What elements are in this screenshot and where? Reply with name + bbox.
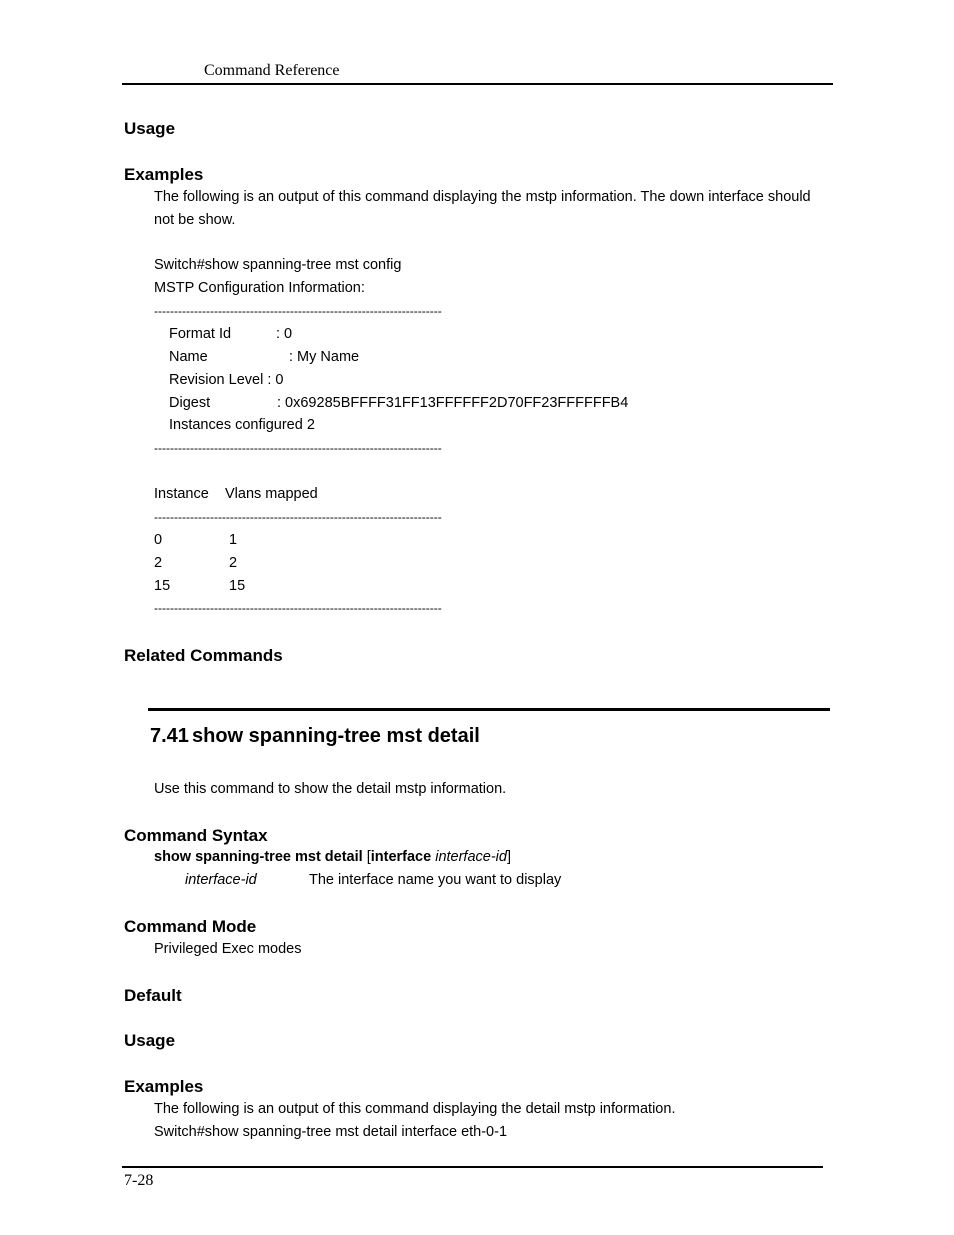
syntax-param: interface-id (435, 849, 507, 865)
table-row-vlans: 1 (229, 532, 238, 548)
command-syntax-line (154, 849, 511, 865)
section-rule (148, 708, 830, 711)
section-description: Use this command to show the detail mstp information. (154, 781, 507, 797)
page-number: 7-28 (124, 1172, 154, 1189)
param-description: The interface name you want to display (309, 872, 562, 888)
examples2-text-line1: The following is an output of this command displaying the detail mstp information. (154, 1101, 676, 1117)
section-title: show spanning-tree mst detail (192, 725, 480, 747)
examples-heading: Examples (124, 165, 204, 184)
table-row-instance: 2 (154, 555, 163, 571)
table-row-instance: 0 (154, 532, 163, 548)
header-title: Command Reference (204, 62, 340, 79)
name-value: : My Name (289, 349, 360, 365)
table-row-vlans: 15 (229, 578, 246, 594)
code-dashes-4: ------------------------------------------------------------------------ (154, 601, 442, 615)
param-name (185, 872, 257, 888)
syntax-close-bracket: ] (506, 849, 511, 865)
revision-level: Revision Level : 0 (169, 372, 284, 388)
code-command: Switch#show spanning-tree mst config (154, 257, 402, 273)
examples-text-line2: not be show. (154, 212, 236, 228)
default-heading: Default (124, 986, 182, 1005)
table-row-vlans: 2 (229, 555, 238, 571)
command-mode-value: Privileged Exec modes (154, 941, 302, 957)
param-name-text: interface-id (185, 872, 257, 888)
section-number: 7.41 (150, 725, 189, 747)
instances-configured: Instances configured 2 (169, 417, 315, 433)
format-id-value: : 0 (276, 326, 293, 342)
table-row-instance: 15 (154, 578, 171, 594)
command-syntax-heading: Command Syntax (124, 826, 268, 845)
format-id-label: Format Id (169, 326, 232, 342)
usage-heading-2: Usage (124, 1031, 176, 1050)
examples-heading-2: Examples (124, 1077, 204, 1096)
footer-rule (122, 1166, 823, 1168)
examples-text-line1: The following is an output of this command displaying the mstp information. The down interface should (154, 189, 811, 205)
col-instance: Instance (154, 486, 209, 502)
usage-heading: Usage (124, 119, 176, 138)
syntax-command: show spanning-tree mst detail (154, 849, 363, 865)
command-mode-heading: Command Mode (124, 917, 257, 936)
code-dashes-2: ------------------------------------------------------------------------ (154, 441, 442, 455)
digest-label: Digest (169, 395, 211, 411)
code-dashes-1: ------------------------------------------------------------------------ (154, 304, 442, 318)
code-title: MSTP Configuration Information: (154, 280, 365, 296)
examples2-text-line2: Switch#show spanning-tree mst detail interface eth-0-1 (154, 1124, 508, 1140)
name-label: Name (169, 349, 208, 365)
related-commands-heading: Related Commands (124, 646, 283, 665)
syntax-open-bracket: [ (362, 849, 371, 865)
digest-value: : 0x69285BFFFF31FF13FFFFFF2D70FF23FFFFFFB4 (277, 395, 629, 411)
col-vlans: Vlans mapped (225, 486, 318, 502)
code-dashes-3: ------------------------------------------------------------------------ (154, 510, 442, 524)
header-rule (122, 83, 833, 85)
syntax-keyword: interface (370, 849, 432, 865)
